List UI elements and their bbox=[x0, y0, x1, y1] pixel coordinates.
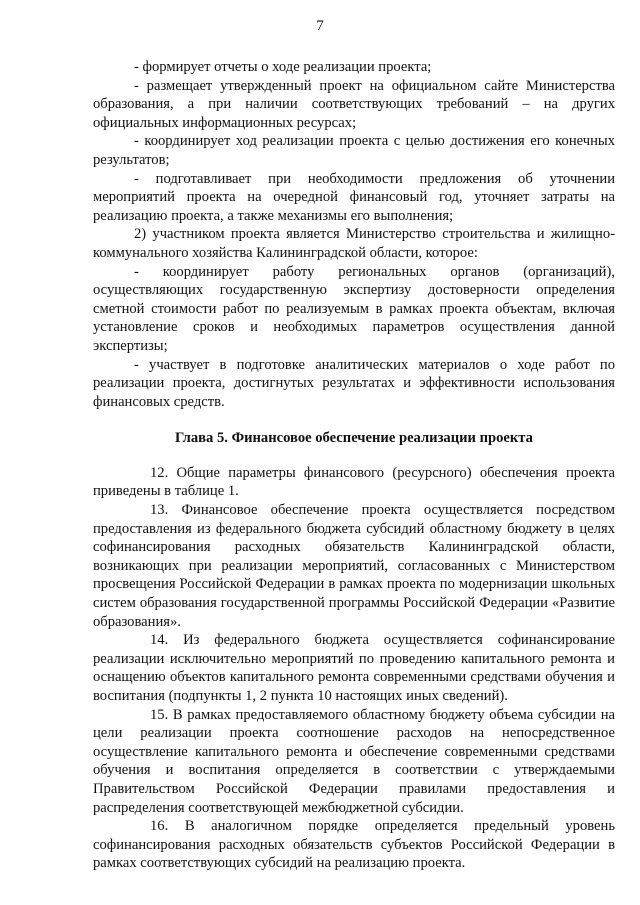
paragraph-reports: - формирует отчеты о ходе реализации проекта; bbox=[134, 59, 432, 75]
section-12: 12. Общие параметры финансового (ресурсного) обеспечения проекта приведены в таблице 1. bbox=[93, 464, 615, 500]
section-15: 15. В рамках предоставляемого областному бюджету объема субсидии на цели реализации проекта соотношение расходов на непосредственное осуществление капитального ремонта и обеспечение современными средствами обучения и воспитания определяется в соответствии с утверждаемыми Правительством Российской Федерации правилами предоставления и распределения соответствующей межбюджетной субсидии. bbox=[93, 706, 615, 816]
paragraph-analytics: - участвует в подготовке аналитических материалов о ходе работ по реализации проекта, достигнутых результатах и эффективности использования финансовых средств. bbox=[93, 356, 615, 410]
document-body bbox=[93, 58, 615, 873]
paragraph-participant: 2) участником проекта является Министерство строительства и жилищно-коммунального хозяйства Калининградской области, которое: bbox=[93, 226, 615, 261]
section-14: 14. Из федерального бюджета осуществляется софинансирование реализации исключительно мероприятий по проведению капитального ремонта и оснащению объектов капитального ремонта современными средствами обучения и воспитания (подпункты 1, 2 пункта 10 настоящих иных сведений). bbox=[93, 632, 615, 704]
paragraph-expertise: - координирует работу региональных органов (организаций), осуществляющих государственную экспертизу достоверности определения сметной стоимости работ по реализуемым в рамках проекта объектам, включая установление сроков и необходимых параметров осуществления данной экспертизы; bbox=[93, 263, 615, 354]
page-number: 7 bbox=[316, 18, 324, 34]
section-13: 13. Финансовое обеспечение проекта осуществляется посредством предоставления из федерального бюджета субсидий областному бюджету в целях софинансирования расходных обязательств Калининградской области, возникающих при реализации мероприятий, согласованных с Министерством просвещения Российской Федерации в рамках проекта по модернизации школьных систем образования государственной программы Российской Федерации «Развитие образования». bbox=[93, 502, 615, 630]
chapter-heading: Глава 5. Финансовое обеспечение реализации проекта bbox=[175, 430, 533, 447]
paragraph-coordinates: - координирует ход реализации проекта с целью достижения его конечных результатов; bbox=[93, 133, 615, 168]
section-16: 16. В аналогичном порядке определяется предельный уровень софинансирования расходных обязательств субъектов Российской Федерации в рамках соответствующих субсидий на реализацию проекта. bbox=[93, 818, 615, 872]
paragraph-prepares: - подготавливает при необходимости предложения об уточнении мероприятий проекта на очередной финансовый год, уточняет затраты на реализацию проекта, а также механизмы его выполнения; bbox=[93, 170, 615, 224]
paragraph-publishes: - размещает утвержденный проект на официальном сайте Министерства образования, а при наличии соответствующих требований – на других официальных информационных ресурсах; bbox=[93, 77, 615, 131]
